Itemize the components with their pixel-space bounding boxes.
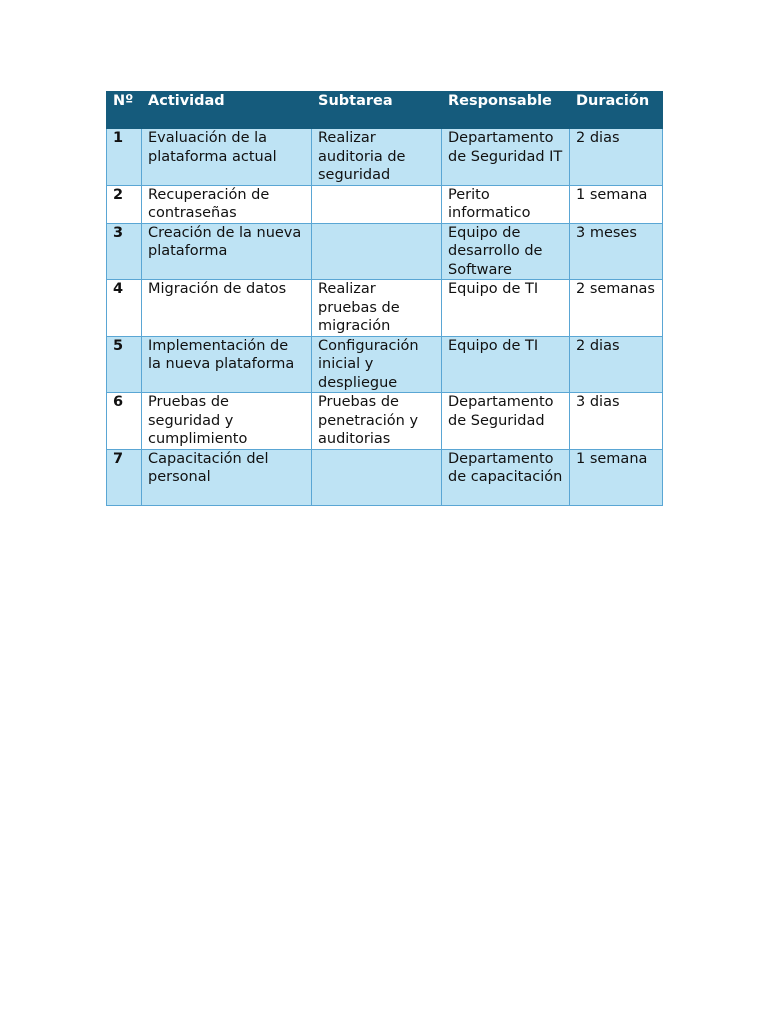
table-row bbox=[107, 336, 663, 393]
cell-number: 1 bbox=[107, 129, 142, 186]
header-number: Nº bbox=[107, 92, 142, 129]
cell-duracion: 2 dias bbox=[570, 336, 663, 393]
cell-subtarea: Pruebas de penetración y auditorias bbox=[312, 393, 442, 450]
activity-plan-table bbox=[106, 91, 663, 506]
cell-subtarea: Realizar auditoria de seguridad bbox=[312, 129, 442, 186]
cell-number: 7 bbox=[107, 449, 142, 505]
cell-duracion: 1 semana bbox=[570, 185, 663, 223]
cell-duracion: 1 semana bbox=[570, 449, 663, 505]
cell-subtarea: Realizar pruebas de migración bbox=[312, 280, 442, 337]
table-row bbox=[107, 223, 663, 280]
header-duracion: Duración bbox=[570, 92, 663, 129]
table-row bbox=[107, 280, 663, 337]
cell-actividad: Creación de la nueva plataforma bbox=[142, 223, 312, 280]
cell-actividad: Recuperación de contraseñas bbox=[142, 185, 312, 223]
cell-responsable: Equipo de desarrollo de Software bbox=[442, 223, 570, 280]
table-row bbox=[107, 129, 663, 186]
table-row bbox=[107, 393, 663, 450]
cell-subtarea: Configuración inicial y despliegue bbox=[312, 336, 442, 393]
cell-responsable: Departamento de Seguridad bbox=[442, 393, 570, 450]
cell-actividad: Migración de datos bbox=[142, 280, 312, 337]
cell-number: 4 bbox=[107, 280, 142, 337]
table-row bbox=[107, 185, 663, 223]
table-row bbox=[107, 449, 663, 505]
cell-number: 6 bbox=[107, 393, 142, 450]
cell-subtarea bbox=[312, 449, 442, 505]
cell-duracion: 2 semanas bbox=[570, 280, 663, 337]
cell-subtarea bbox=[312, 185, 442, 223]
cell-number: 2 bbox=[107, 185, 142, 223]
cell-responsable: Equipo de TI bbox=[442, 336, 570, 393]
cell-responsable: Departamento de capacitación bbox=[442, 449, 570, 505]
cell-number: 5 bbox=[107, 336, 142, 393]
cell-subtarea bbox=[312, 223, 442, 280]
cell-actividad: Pruebas de seguridad y cumplimiento bbox=[142, 393, 312, 450]
cell-duracion: 3 dias bbox=[570, 393, 663, 450]
cell-actividad: Capacitación del personal bbox=[142, 449, 312, 505]
cell-duracion: 3 meses bbox=[570, 223, 663, 280]
cell-responsable: Perito informatico bbox=[442, 185, 570, 223]
cell-responsable: Departamento de Seguridad IT bbox=[442, 129, 570, 186]
table-header-row bbox=[107, 92, 663, 129]
header-responsable: Responsable bbox=[442, 92, 570, 129]
cell-duracion: 2 dias bbox=[570, 129, 663, 186]
cell-actividad: Implementación de la nueva plataforma bbox=[142, 336, 312, 393]
header-subtarea: Subtarea bbox=[312, 92, 442, 129]
header-actividad: Actividad bbox=[142, 92, 312, 129]
cell-responsable: Equipo de TI bbox=[442, 280, 570, 337]
cell-number: 3 bbox=[107, 223, 142, 280]
cell-actividad: Evaluación de la plataforma actual bbox=[142, 129, 312, 186]
